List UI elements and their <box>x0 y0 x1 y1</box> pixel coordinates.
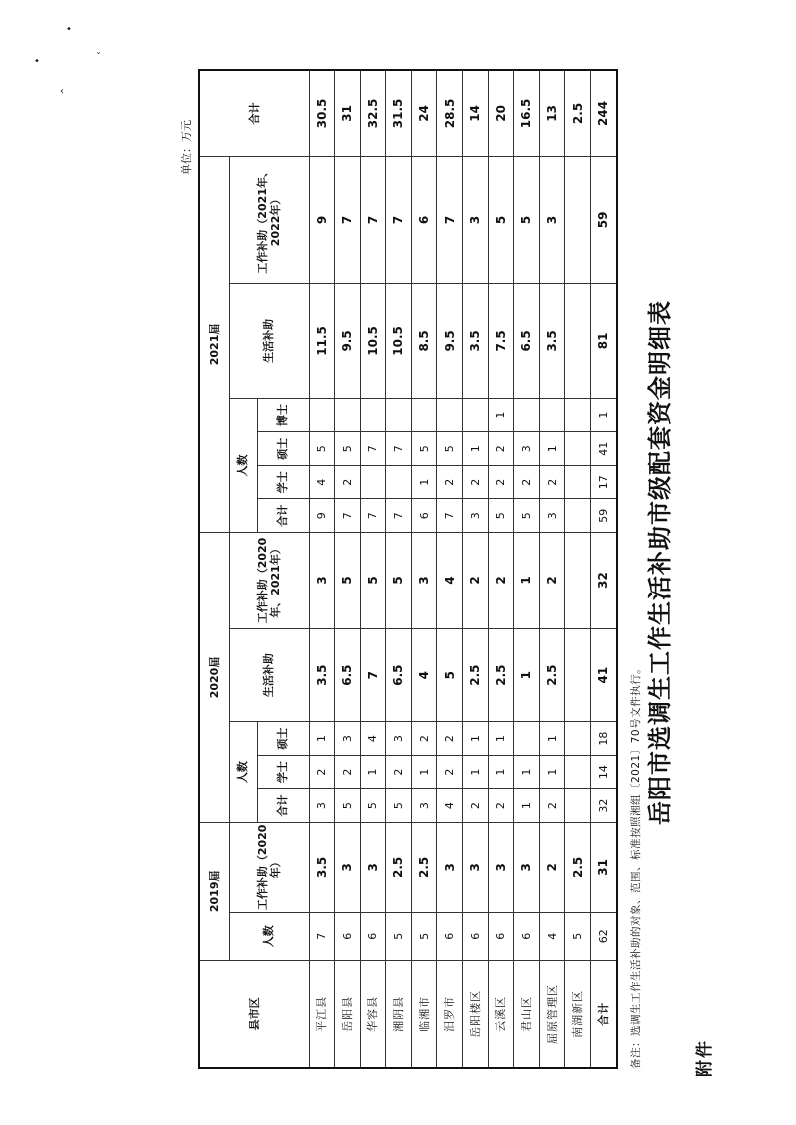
cell-2020-living: 6.5 <box>335 628 361 721</box>
cell-2021-work: 7 <box>437 156 463 283</box>
cell-2020-bachelor: 2 <box>386 755 412 789</box>
cell-2019-work: 2 <box>539 822 565 912</box>
cell-2021-doctor: 1 <box>488 398 514 432</box>
cell-2021-total: 7 <box>335 499 361 533</box>
header-2020-total: 合计 <box>257 789 309 823</box>
cell-2021-work: 59 <box>591 156 617 283</box>
cell-2021-master: 5 <box>437 432 463 466</box>
cell-2020-master: 3 <box>386 722 412 756</box>
cell-2020-living: 2.5 <box>463 628 489 721</box>
header-2020: 2020届 <box>199 533 229 823</box>
cell-2021-doctor <box>386 398 412 432</box>
header-2021: 2021届 <box>199 156 229 532</box>
cell-2021-total: 7 <box>360 499 386 533</box>
cell-2020-living: 6.5 <box>386 628 412 721</box>
cell-2020-master: 1 <box>488 722 514 756</box>
cell-2019-work: 3 <box>335 822 361 912</box>
table-row <box>514 70 540 1068</box>
table-row <box>411 70 437 1068</box>
cell-2020-bachelor: 1 <box>539 755 565 789</box>
totals-row <box>591 70 617 1068</box>
cell-2021-total: 59 <box>591 499 617 533</box>
cell-2020-total: 2 <box>463 789 489 823</box>
table-row <box>309 70 335 1068</box>
cell-region: 湘阴县 <box>386 960 412 1068</box>
cell-2021-total: 5 <box>514 499 540 533</box>
cell-region: 汨罗市 <box>437 960 463 1068</box>
table-row <box>360 70 386 1068</box>
cell-2021-living: 3.5 <box>539 283 565 398</box>
header-2021-total: 合计 <box>257 499 309 533</box>
cell-2019-work: 3 <box>514 822 540 912</box>
cell-2019-work: 3 <box>488 822 514 912</box>
cell-2021-total: 9 <box>309 499 335 533</box>
cell-region: 屈原管理区 <box>539 960 565 1068</box>
cell-2020-work: 3 <box>309 533 335 629</box>
cell-2021-doctor: 1 <box>591 398 617 432</box>
header-2020-master: 硕士 <box>257 722 309 756</box>
cell-2020-master: 4 <box>360 722 386 756</box>
cell-2021-master: 1 <box>539 432 565 466</box>
cell-2021-master: 3 <box>514 432 540 466</box>
cell-2020-bachelor: 2 <box>309 755 335 789</box>
cell-2020-work: 5 <box>386 533 412 629</box>
table-row <box>539 70 565 1068</box>
cell-2020-total: 5 <box>386 789 412 823</box>
cell-2021-master: 5 <box>309 432 335 466</box>
cell-2021-living: 81 <box>591 283 617 398</box>
header-2021-people: 人数 <box>229 398 257 532</box>
header-2019: 2019届 <box>199 822 229 960</box>
cell-2020-total: 3 <box>411 789 437 823</box>
cell-2021-work: 6 <box>411 156 437 283</box>
cell-2021-living: 6.5 <box>514 283 540 398</box>
header-2020-work-subsidy: 工作补助（2020年、2021年） <box>229 533 309 629</box>
cell-2021-master: 1 <box>463 432 489 466</box>
cell-2020-master: 2 <box>411 722 437 756</box>
cell-2019-people: 6 <box>437 912 463 960</box>
cell-2021-bachelor: 2 <box>437 465 463 499</box>
cell-grand-total: 20 <box>488 70 514 156</box>
cell-2020-total: 5 <box>360 789 386 823</box>
cell-region: 华容县 <box>360 960 386 1068</box>
cell-2019-work: 2.5 <box>386 822 412 912</box>
cell-2021-total <box>565 499 591 533</box>
subsidy-table <box>198 69 618 1069</box>
cell-2020-bachelor: 2 <box>437 755 463 789</box>
cell-2019-people: 5 <box>565 912 591 960</box>
cell-2021-work: 3 <box>539 156 565 283</box>
cell-2021-doctor <box>539 398 565 432</box>
cell-2020-total: 4 <box>437 789 463 823</box>
cell-grand-total: 31 <box>335 70 361 156</box>
unit-label: 单位：万元 <box>180 120 193 175</box>
cell-2019-people: 6 <box>514 912 540 960</box>
cell-2019-work: 3 <box>463 822 489 912</box>
cell-2021-work: 7 <box>360 156 386 283</box>
cell-2021-living: 10.5 <box>386 283 412 398</box>
cell-2020-total: 32 <box>591 789 617 823</box>
cell-2021-work: 3 <box>463 156 489 283</box>
cell-grand-total: 13 <box>539 70 565 156</box>
cell-2020-total: 2 <box>539 789 565 823</box>
cell-grand-total: 2.5 <box>565 70 591 156</box>
cell-2020-work <box>565 533 591 629</box>
header-region: 县市区 <box>199 960 309 1068</box>
cell-grand-total: 30.5 <box>309 70 335 156</box>
cell-2021-bachelor: 2 <box>539 465 565 499</box>
cell-2019-people: 6 <box>335 912 361 960</box>
footnote: 备注：选调生工作生活补助的对象、范围、标准按照湘组〔2021〕70号文件执行。 <box>630 662 642 1069</box>
table-row <box>386 70 412 1068</box>
cell-2019-people: 6 <box>463 912 489 960</box>
cell-2020-total: 5 <box>335 789 361 823</box>
cell-2021-bachelor: 4 <box>309 465 335 499</box>
cell-2019-people: 5 <box>386 912 412 960</box>
cell-region: 君山区 <box>514 960 540 1068</box>
cell-2020-bachelor: 1 <box>514 755 540 789</box>
cell-2019-work: 2.5 <box>565 822 591 912</box>
cell-2020-living: 3.5 <box>309 628 335 721</box>
cell-grand-total: 24 <box>411 70 437 156</box>
cell-2021-doctor <box>411 398 437 432</box>
cell-region: 云溪区 <box>488 960 514 1068</box>
cell-2021-work <box>565 156 591 283</box>
cell-grand-total: 16.5 <box>514 70 540 156</box>
cell-2019-people: 5 <box>411 912 437 960</box>
cell-2019-people: 4 <box>539 912 565 960</box>
cell-2021-living <box>565 283 591 398</box>
cell-2020-bachelor: 14 <box>591 755 617 789</box>
header-2019-work-subsidy: 工作补助（2020年） <box>229 822 309 912</box>
cell-2021-work: 7 <box>335 156 361 283</box>
cell-region: 平江县 <box>309 960 335 1068</box>
cell-2020-total: 3 <box>309 789 335 823</box>
cell-2020-master: 1 <box>539 722 565 756</box>
cell-2021-living: 8.5 <box>411 283 437 398</box>
scan-mark: • <box>66 24 72 35</box>
cell-2019-work: 3.5 <box>309 822 335 912</box>
cell-2020-bachelor: 1 <box>411 755 437 789</box>
table-row <box>488 70 514 1068</box>
header-2020-bachelor: 学士 <box>257 755 309 789</box>
cell-2021-bachelor <box>565 465 591 499</box>
header-2021-master: 硕士 <box>257 432 309 466</box>
cell-2021-living: 10.5 <box>360 283 386 398</box>
cell-2020-living: 4 <box>411 628 437 721</box>
cell-2021-living: 3.5 <box>463 283 489 398</box>
cell-2020-bachelor: 1 <box>463 755 489 789</box>
cell-grand-total: 31.5 <box>386 70 412 156</box>
cell-2021-total: 5 <box>488 499 514 533</box>
cell-2021-bachelor <box>386 465 412 499</box>
table-row <box>463 70 489 1068</box>
cell-2021-doctor <box>309 398 335 432</box>
cell-2020-master: 1 <box>463 722 489 756</box>
cell-2021-bachelor: 2 <box>514 465 540 499</box>
cell-region: 岳阳楼区 <box>463 960 489 1068</box>
cell-2020-total <box>565 789 591 823</box>
cell-grand-total: 244 <box>591 70 617 156</box>
cell-2020-work: 32 <box>591 533 617 629</box>
cell-2019-people: 6 <box>360 912 386 960</box>
cell-2021-living: 9.5 <box>335 283 361 398</box>
page-title: 岳阳市选调生工作生活补助市级配套资金明细表 <box>645 300 674 825</box>
cell-2020-living: 1 <box>514 628 540 721</box>
header-2021-living-subsidy: 生活补助 <box>229 283 309 398</box>
cell-2020-living: 2.5 <box>488 628 514 721</box>
cell-2021-work: 7 <box>386 156 412 283</box>
cell-2020-living: 5 <box>437 628 463 721</box>
cell-2020-total: 1 <box>514 789 540 823</box>
cell-2020-living: 7 <box>360 628 386 721</box>
cell-2020-bachelor <box>565 755 591 789</box>
cell-2021-master: 5 <box>335 432 361 466</box>
cell-2020-master: 18 <box>591 722 617 756</box>
cell-2021-living: 9.5 <box>437 283 463 398</box>
cell-2021-bachelor <box>360 465 386 499</box>
cell-2021-doctor <box>565 398 591 432</box>
header-2021-work-subsidy: 工作补助（2021年、2022年） <box>229 156 309 283</box>
table-row <box>335 70 361 1068</box>
cell-2021-bachelor: 2 <box>335 465 361 499</box>
table-row <box>565 70 591 1068</box>
cell-2020-living <box>565 628 591 721</box>
cell-2019-work: 2.5 <box>411 822 437 912</box>
cell-2021-total: 7 <box>437 499 463 533</box>
table-row <box>437 70 463 1068</box>
cell-2020-master <box>514 722 540 756</box>
cell-2021-master: 7 <box>360 432 386 466</box>
cell-2020-total: 2 <box>488 789 514 823</box>
cell-2020-work: 2 <box>488 533 514 629</box>
scan-mark: ˇ <box>96 52 101 63</box>
cell-2019-people: 62 <box>591 912 617 960</box>
cell-2021-total: 3 <box>539 499 565 533</box>
cell-2019-work: 3 <box>437 822 463 912</box>
cell-2021-bachelor: 17 <box>591 465 617 499</box>
cell-2021-doctor <box>514 398 540 432</box>
cell-2019-work: 3 <box>360 822 386 912</box>
header-grand-total: 合计 <box>199 70 309 156</box>
cell-grand-total: 14 <box>463 70 489 156</box>
cell-2021-work: 9 <box>309 156 335 283</box>
cell-2020-master: 1 <box>309 722 335 756</box>
cell-2021-total: 7 <box>386 499 412 533</box>
header-2020-people: 人数 <box>229 722 257 823</box>
cell-2020-work: 1 <box>514 533 540 629</box>
cell-2019-work: 31 <box>591 822 617 912</box>
cell-2020-work: 2 <box>539 533 565 629</box>
cell-2021-living: 11.5 <box>309 283 335 398</box>
header-2020-living-subsidy: 生活补助 <box>229 628 309 721</box>
cell-2021-master <box>565 432 591 466</box>
cell-2019-people: 6 <box>488 912 514 960</box>
cell-2021-bachelor: 2 <box>463 465 489 499</box>
cell-2020-work: 5 <box>360 533 386 629</box>
cell-region: 岳阳县 <box>335 960 361 1068</box>
cell-2020-work: 3 <box>411 533 437 629</box>
cell-2021-doctor <box>463 398 489 432</box>
cell-2021-master: 41 <box>591 432 617 466</box>
cell-2021-doctor <box>360 398 386 432</box>
cell-region: 南湖新区 <box>565 960 591 1068</box>
cell-2020-master: 3 <box>335 722 361 756</box>
cell-2020-master: 2 <box>437 722 463 756</box>
cell-2020-bachelor: 1 <box>488 755 514 789</box>
cell-2021-master: 2 <box>488 432 514 466</box>
cell-2021-work: 5 <box>488 156 514 283</box>
cell-2020-master <box>565 722 591 756</box>
cell-2021-doctor <box>437 398 463 432</box>
cell-region: 合计 <box>591 960 617 1068</box>
scan-mark: • <box>34 56 40 67</box>
cell-2020-bachelor: 1 <box>360 755 386 789</box>
cell-2021-bachelor: 2 <box>488 465 514 499</box>
attachment-label: 附件 <box>695 1039 715 1077</box>
cell-2021-master: 5 <box>411 432 437 466</box>
header-2021-doctor: 博士 <box>257 398 309 432</box>
cell-2021-master: 7 <box>386 432 412 466</box>
cell-region: 临湘市 <box>411 960 437 1068</box>
cell-2020-work: 5 <box>335 533 361 629</box>
cell-2021-living: 7.5 <box>488 283 514 398</box>
cell-2021-doctor <box>335 398 361 432</box>
cell-2021-total: 3 <box>463 499 489 533</box>
cell-2020-living: 2.5 <box>539 628 565 721</box>
cell-2021-total: 6 <box>411 499 437 533</box>
header-2021-bachelor: 学士 <box>257 465 309 499</box>
cell-2021-bachelor: 1 <box>411 465 437 499</box>
cell-grand-total: 28.5 <box>437 70 463 156</box>
cell-2020-work: 2 <box>463 533 489 629</box>
cell-2021-work: 5 <box>514 156 540 283</box>
cell-2020-living: 41 <box>591 628 617 721</box>
cell-grand-total: 32.5 <box>360 70 386 156</box>
header-2019-people: 人数 <box>229 912 309 960</box>
cell-2020-bachelor: 2 <box>335 755 361 789</box>
cell-2019-people: 7 <box>309 912 335 960</box>
scan-mark: ‹ <box>60 86 64 97</box>
cell-2020-work: 4 <box>437 533 463 629</box>
